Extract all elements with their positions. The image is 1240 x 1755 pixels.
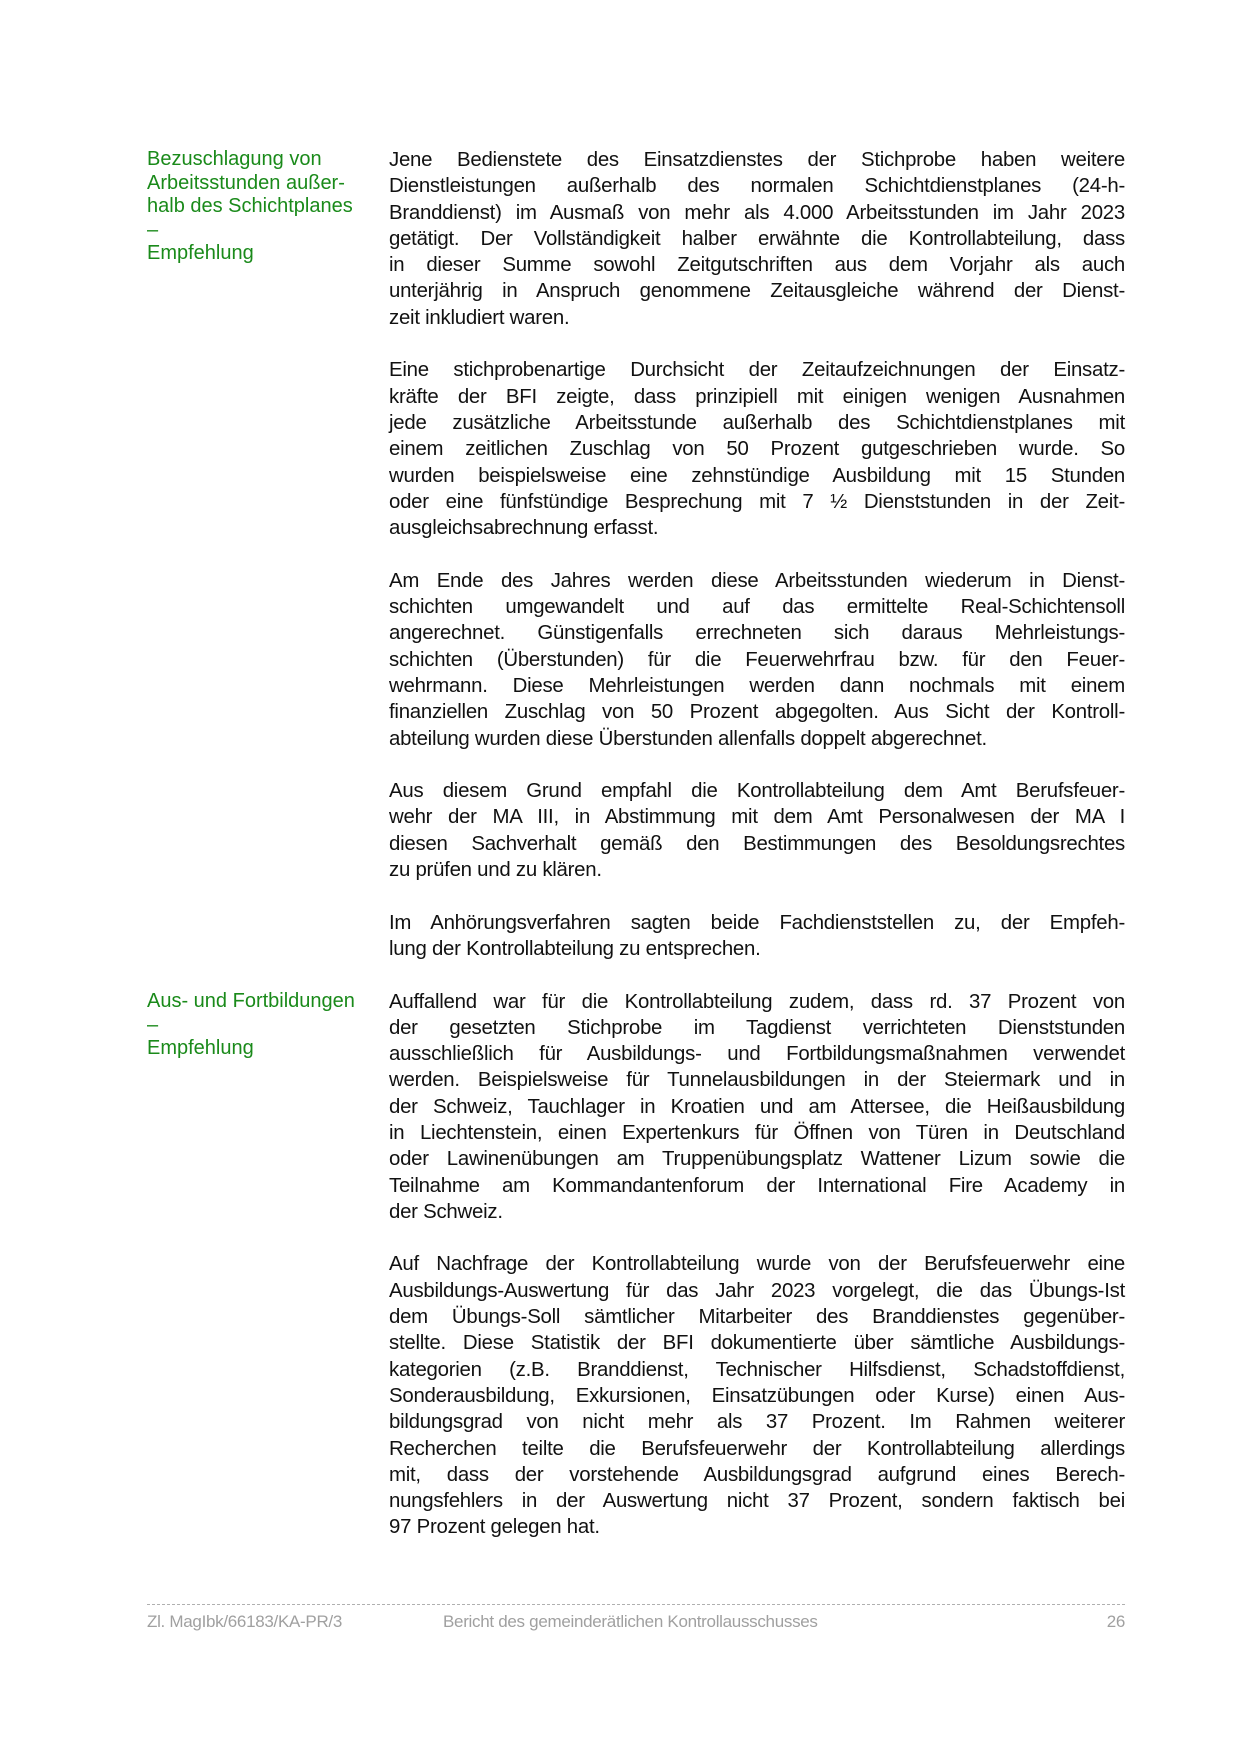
- text-line: nungsfehlers in der Auswertung nicht 37 Prozent, sondern faktisch bei: [389, 1490, 1125, 1513]
- text-line: schichten (Überstunden) für die Feuerwehrfrau bzw. für den Feuer-: [389, 648, 1125, 671]
- paragraph: [389, 147, 1125, 331]
- text-line: schichten umgewandelt und auf das ermittelte Real-Schichtensoll: [389, 596, 1125, 619]
- text-line: getätigt. Der Vollständigkeit halber erwähnte die Kontrollabteilung, dass: [389, 227, 1125, 250]
- side-label-line: –: [147, 218, 159, 241]
- side-label-line: halb des Schichtplanes: [147, 195, 353, 217]
- text-line: kräfte der BFI zeigte, dass prinzipiell mit einigen wenigen Ausnahmen: [389, 385, 1125, 408]
- text-line: Sonderausbildung, Exkursionen, Einsatzübungen oder Kurse) einen Aus-: [389, 1384, 1125, 1407]
- text-line: der Schweiz.: [389, 1200, 503, 1223]
- text-line: jede zusätzliche Arbeitsstunde außerhalb des Schichtdienstplanes mit: [389, 411, 1125, 434]
- side-label-overtime: [147, 148, 372, 266]
- text-line: werden. Beispielsweise für Tunnelausbildungen in der Steiermark und in: [389, 1069, 1125, 1092]
- text-line: abteilung wurden diese Überstunden allenfalls doppelt abgerechnet.: [389, 727, 987, 750]
- text-line: in Liechtenstein, einen Expertenkurs für Öffnen von Türen in Deutschland: [389, 1121, 1125, 1144]
- text-line: diesen Sachverhalt gemäß den Bestimmungen des Besoldungsrechtes: [389, 832, 1125, 855]
- text-line: Aus diesem Grund empfahl die Kontrollabteilung dem Amt Berufsfeuer-: [389, 780, 1125, 803]
- text-line: Teilnahme am Kommandantenforum der International Fire Academy in: [389, 1174, 1125, 1197]
- paragraph: [389, 778, 1125, 883]
- side-label-training: [147, 990, 372, 1061]
- footer-reference: Zl. MagIbk/66183/KA-PR/3: [147, 1612, 343, 1631]
- text-line: Branddienst) im Ausmaß von mehr als 4.000 Arbeitsstunden im Jahr 2023: [389, 201, 1125, 224]
- text-line: bildungsgrad von nicht mehr als 37 Prozent. Im Rahmen weiterer: [389, 1411, 1125, 1434]
- side-label-line: Bezuschlagung von: [147, 148, 322, 170]
- paragraph: [389, 568, 1125, 752]
- text-line: Eine stichprobenartige Durchsicht der Zeitaufzeichnungen der Einsatz-: [389, 359, 1125, 382]
- footer-divider: [147, 1604, 1125, 1605]
- text-line: Am Ende des Jahres werden diese Arbeitsstunden wiederum in Dienst-: [389, 569, 1125, 592]
- text-line: zeit inkludiert waren.: [389, 306, 570, 329]
- text-line: finanziellen Zuschlag von 50 Prozent abgegolten. Aus Sicht der Kontroll-: [389, 701, 1125, 724]
- paragraph: [389, 1251, 1125, 1540]
- footer-title: Bericht des gemeinderätlichen Kontrollausschusses: [443, 1612, 818, 1631]
- text-line: mit, dass der vorstehende Ausbildungsgrad aufgrund eines Berech-: [389, 1463, 1125, 1486]
- text-line: ausschließlich für Ausbildungs- und Fortbildungsmaßnahmen verwendet: [389, 1043, 1125, 1066]
- text-line: oder eine fünfstündige Besprechung mit 7 ½ Dienststunden in der Zeit-: [389, 490, 1125, 513]
- text-line: Ausbildungs-Auswertung für das Jahr 2023 vorgelegt, die das Übungs-Ist: [389, 1279, 1125, 1302]
- text-line: 97 Prozent gelegen hat.: [389, 1516, 600, 1539]
- side-label-line: Aus- und Fortbildungen: [147, 990, 355, 1012]
- text-line: wurden beispielsweise eine zehnstündige Ausbildung mit 15 Stunden: [389, 464, 1125, 487]
- text-line: Dienstleistungen außerhalb des normalen Schichtdienstplanes (24-h-: [389, 175, 1125, 198]
- text-line: Im Anhörungsverfahren sagten beide Fachdienststellen zu, der Empfeh-: [389, 911, 1125, 934]
- side-label-line: Arbeitsstunden außer-: [147, 171, 345, 194]
- side-label-line: Empfehlung: [147, 242, 254, 264]
- text-line: der gesetzten Stichprobe im Tagdienst verrichteten Dienststunden: [389, 1016, 1125, 1039]
- text-line: kategorien (z.B. Branddienst, Technischer Hilfsdienst, Schadstoffdienst,: [389, 1358, 1125, 1381]
- paragraph: [389, 989, 1125, 1226]
- text-line: einem zeitlichen Zuschlag von 50 Prozent gutgeschrieben wurde. So: [389, 438, 1125, 461]
- text-line: oder Lawinenübungen am Truppenübungsplatz Wattener Lizum sowie die: [389, 1148, 1125, 1171]
- text-line: Recherchen teilte die Berufsfeuerwehr der Kontrollabteilung allerdings: [389, 1437, 1125, 1460]
- text-line: der Schweiz, Tauchlager in Kroatien und am Attersee, die Heißausbildung: [389, 1095, 1125, 1118]
- text-line: ausgleichsabrechnung erfasst.: [389, 517, 659, 540]
- text-line: lung der Kontrollabteilung zu entsprechen.: [389, 937, 761, 960]
- text-line: Auffallend war für die Kontrollabteilung zudem, dass rd. 37 Prozent von: [389, 990, 1125, 1013]
- text-line: Auf Nachfrage der Kontrollabteilung wurde von der Berufsfeuerwehr eine: [389, 1253, 1125, 1276]
- text-line: in dieser Summe sowohl Zeitgutschriften aus dem Vorjahr als auch: [389, 254, 1125, 277]
- text-line: wehr der MA III, in Abstimmung mit dem Amt Personalwesen der MA I: [389, 806, 1125, 829]
- page-number: 26: [1106, 1612, 1125, 1631]
- body-text: [389, 147, 1125, 1567]
- text-line: Jene Bedienstete des Einsatzdienstes der Stichprobe haben weitere: [389, 149, 1125, 171]
- side-label-line: –: [147, 1013, 159, 1036]
- side-label-line: Empfehlung: [147, 1037, 254, 1059]
- paragraph: [389, 910, 1125, 963]
- text-line: stellte. Diese Statistik der BFI dokumentierte über sämtliche Ausbildungs-: [389, 1332, 1125, 1355]
- text-line: zu prüfen und zu klären.: [389, 859, 602, 882]
- text-line: wehrmann. Diese Mehrleistungen werden dann nochmals mit einem: [389, 674, 1125, 697]
- text-line: dem Übungs-Soll sämtlicher Mitarbeiter des Branddienstes gegenüber-: [389, 1306, 1125, 1329]
- paragraph: [389, 357, 1125, 541]
- text-line: angerechnet. Günstigenfalls errechneten sich daraus Mehrleistungs-: [389, 622, 1125, 645]
- text-line: unterjährig in Anspruch genommene Zeitausgleiche während der Dienst-: [389, 280, 1125, 303]
